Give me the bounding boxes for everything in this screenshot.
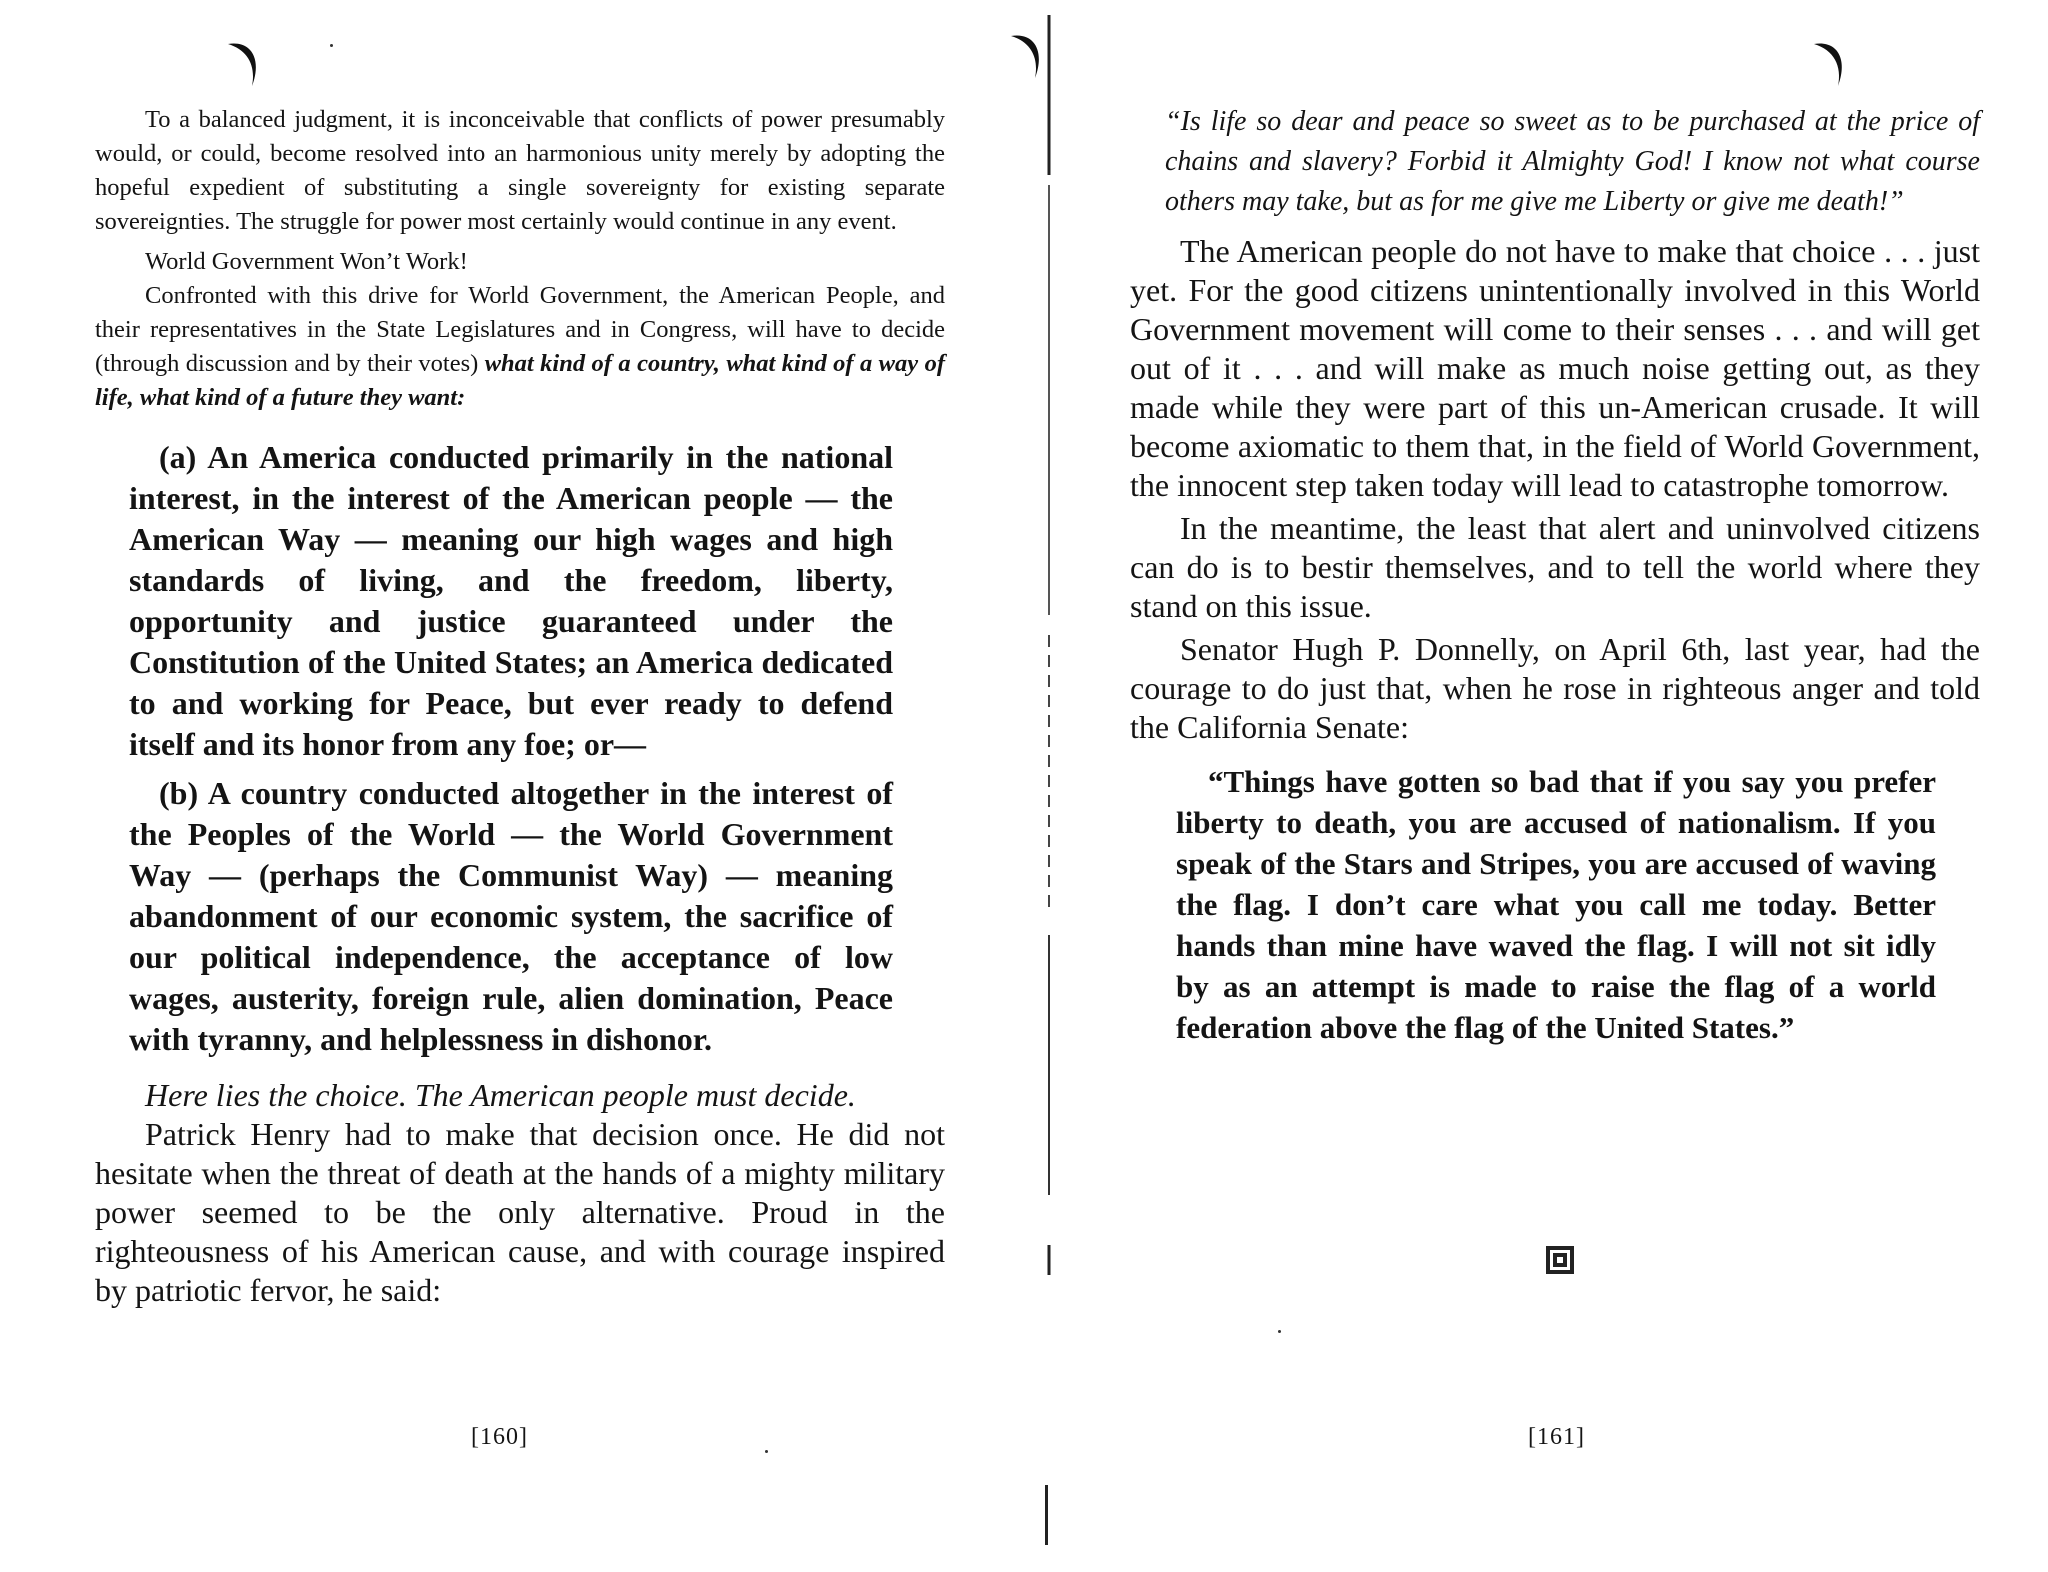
page-number-right: [161]: [1528, 1424, 1585, 1450]
paragraph-patrick-henry: Patrick Henry had to make that decision once. He did not hesitate when the threat of death at the hands of a mighty military power seemed to be the only alternative. Proud in the righteousness of his American cause, and with courage inspired by patriotic fervor, he said:: [95, 1116, 945, 1308]
option-b: (b) A country conducted altogether in the interest of the Peoples of the World — the World Government Way — (perhaps the Communist Way) — meaning abandonment of our economic system, the sacrifice of our political independence, the acceptance of low wages, austerity, foreign rule, alien domination, Peace with tyranny, and helplessness in dishonor.: [129, 775, 893, 1057]
page-number-left: [160]: [471, 1424, 528, 1450]
book-spine-gutter: [1047, 15, 1051, 1315]
donnelly-quote: “Things have gotten so bad that if you say you prefer liberty to death, you are accused of nationalism. If you speak of the Stars and Stripes, you are accused of waving the flag. I don’t care what you call me today. Better hands than mine have waved the flag. I will not sit idly by as an attempt is made to raise the flag of a world federation above the flag of the United States.”: [1176, 764, 1936, 1045]
paragraph-decision-emphasis: what kind of a country, what kind of a way of life, what kind of a future they want:: [95, 350, 945, 411]
paragraph-meantime: In the meantime, the least that alert and uninvolved citizens can do is to bestir themselves, and to tell the world where they stand on this issue.: [1130, 510, 1980, 624]
paragraph-senator: Senator Hugh P. Donnelly, on April 6th, last year, had the courage to do just that, when he rose in righteous anger and told the California Senate:: [1130, 631, 1980, 745]
section-heading: World Government Won’t Work!: [145, 248, 468, 275]
option-a: (a) An America conducted primarily in the national interest, in the interest of the American people — the American Way — meaning our high wages and high standards of living, and the freedom, liberty, opportunity and justice guaranteed under the Constitution of the United States; an America dedicated to and working for Peace, but ever ready to defend itself and its honor from any foe; or—: [129, 439, 893, 762]
left-page: [95, 0, 945, 1572]
choice-line: Here lies the choice. The American people must decide.: [145, 1077, 856, 1113]
paragraph-just-yet: The American people do not have to make that choice . . . just yet. For the good citizens unintentionally involved in this World Government movement will come to their senses . . . and will get out of it . . . and will make as much noise getting out, as they made while they were part of this un-American crusade. It will become axiomatic to them that, in the field of World Government, the innocent step taken today will lead to catastrophe tomorrow.: [1130, 233, 1980, 503]
right-page: [1130, 0, 1980, 1572]
binding-mark-center-icon: [1005, 30, 1049, 84]
book-spine-lower: [1045, 1485, 1048, 1545]
paragraph-decision: [95, 279, 945, 415]
henry-quote: “Is life so dear and peace so sweet as to be purchased at the price of chains and slavery? Forbid it Almighty God! I know not what course others may take, but as for me give me Liberty or give me death!”: [1165, 106, 1980, 217]
end-ornament-icon: [1545, 1245, 1575, 1275]
paragraph-decision-text: Confronted with this drive for World Government, the American People, and their representatives in the State Legislatures and in Congress, will have to decide (through discussion and by their votes): [95, 282, 945, 377]
paragraph-power-struggle: To a balanced judgment, it is inconceivable that conflicts of power presumably would, or could, become resolved into an harmonious unity merely by adopting the hopeful expedient of substituting a single sovereignty for existing separate sovereignties. The struggle for power most certainly would continue in any event.: [95, 106, 945, 235]
